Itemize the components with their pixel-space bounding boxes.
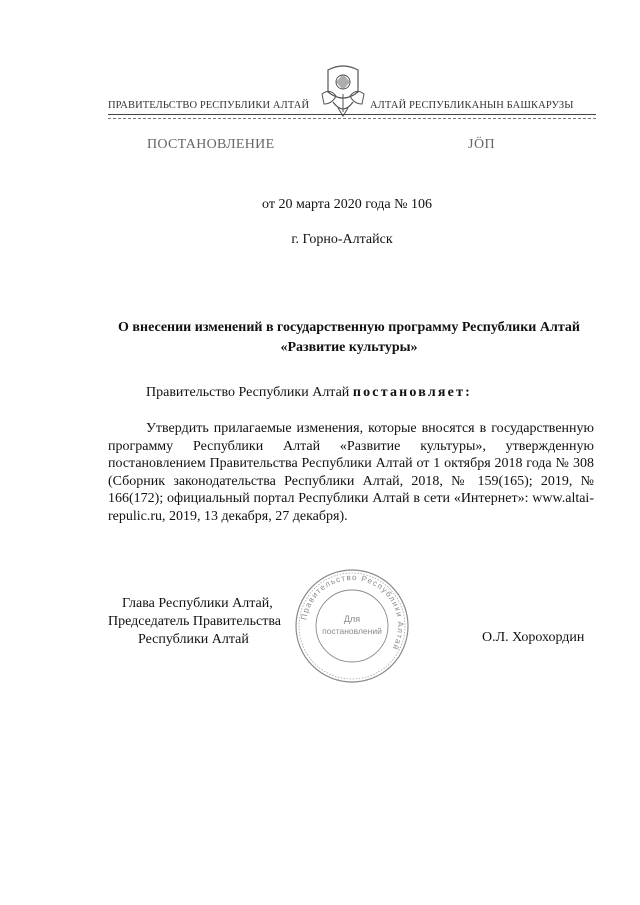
signatory-line-2: Председатель Правительства — [108, 614, 281, 629]
lead-prefix: Правительство Республики Алтай — [146, 385, 353, 400]
stamp-center-line-1: Для — [343, 614, 361, 624]
date-number: от 20 марта 2020 года № 106 — [262, 197, 432, 212]
government-title-altai: АЛТАЙ РЕСПУБЛИКАНЫН БАШКАРУЗЫ — [370, 100, 574, 111]
header-divider-dashed — [108, 118, 596, 119]
stamp-center-line-2: постановлений — [322, 626, 382, 636]
government-title-ru: ПРАВИТЕЛЬСТВО РЕСПУБЛИКИ АЛТАЙ — [108, 100, 310, 111]
resolution-title: О внесении изменений в государственную программу Республики Алтай «Развитие культуры» — [118, 320, 580, 355]
body-paragraph — [108, 420, 594, 525]
signatory-line-3: Республики Алтай — [138, 632, 249, 647]
official-stamp — [292, 566, 412, 686]
signatory-line-1: Глава Республики Алтай, — [122, 596, 273, 611]
city: г. Горно-Алтайск — [291, 232, 393, 247]
date-number-line — [0, 197, 640, 213]
stamp-ring-text: Правительство Республики Алтай — [299, 572, 406, 653]
body-text: Утвердить прилагаемые изменения, которые вносятся в государственную программу Республики Алтай «Развитие культуры», утвержденную постановлением Правительства Республики Алтай от 1 октября 2018 года № 308 (Сборник законодательства Республики Алтай, 2018, № 159(165); 2019, № 166(172); официальный портал Республики Алтай в сети «Интернет»: www.altai-repulic.ru, 2019, 13 декабря, 27 декабря). — [108, 421, 594, 524]
signatory-name: О.Л. Хорохордин — [482, 630, 585, 645]
city-line — [0, 232, 640, 248]
doc-type-ru: ПОСТАНОВЛЕНИЕ — [147, 137, 275, 152]
doc-type-altai: ЈӦП — [468, 137, 496, 152]
header-divider — [108, 114, 596, 115]
lead-sentence — [146, 385, 472, 401]
lead-emphasis: постановляет: — [352, 385, 473, 400]
signatory-position — [108, 595, 308, 649]
